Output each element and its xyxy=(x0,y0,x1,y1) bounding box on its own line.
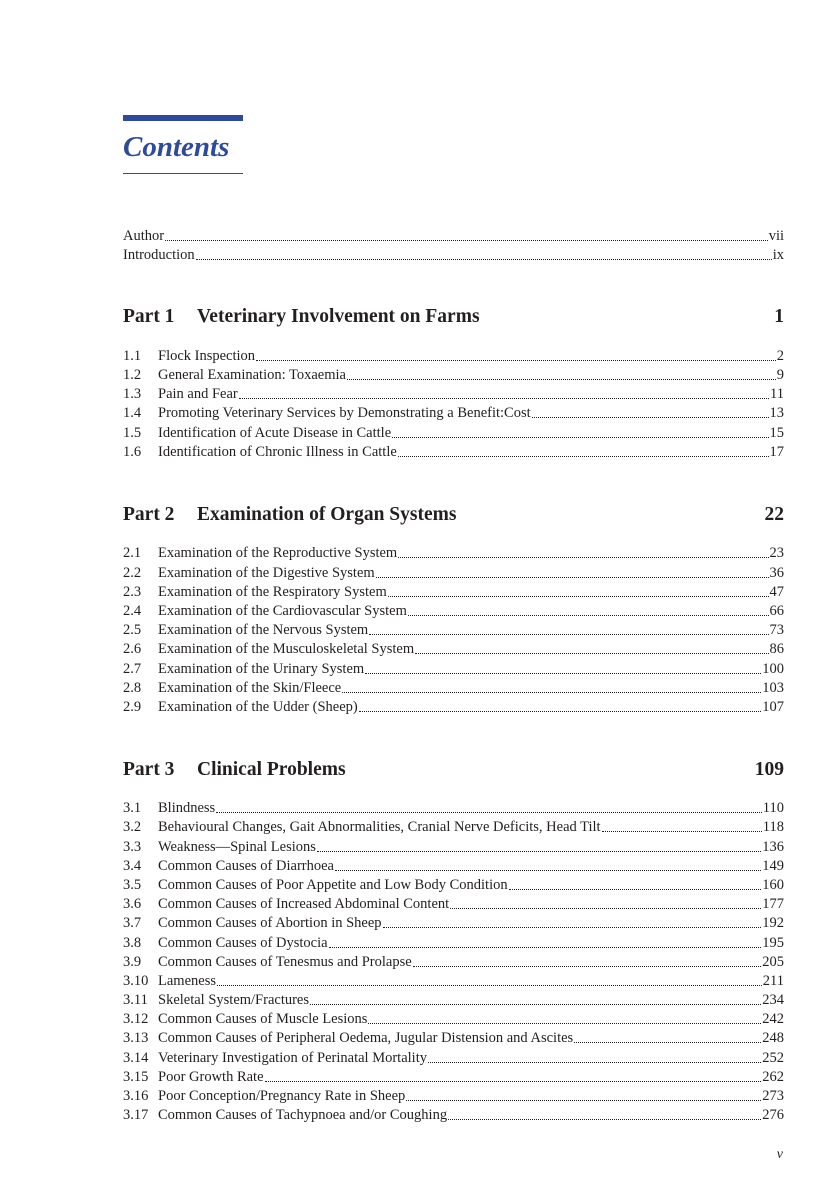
toc-entry-title: Weakness—Spinal Lesions xyxy=(158,839,316,855)
dot-leader xyxy=(383,926,762,928)
toc-entry[interactable] xyxy=(123,366,784,385)
toc-entry[interactable] xyxy=(123,1049,784,1068)
dot-leader xyxy=(408,614,769,616)
toc-entry-title: Common Causes of Diarrhoea xyxy=(158,858,334,874)
toc-entry[interactable] xyxy=(123,934,784,953)
toc-entry[interactable] xyxy=(123,857,784,876)
part-heading-1[interactable] xyxy=(123,305,784,329)
toc-entry-page: 248 xyxy=(762,1030,784,1046)
toc-entry-title: Examination of the Nervous System xyxy=(158,622,369,638)
toc-entry-number: 2.8 xyxy=(123,680,142,696)
dot-leader xyxy=(310,1003,761,1005)
toc-entry-title: Flock Inspection xyxy=(158,348,256,364)
toc-entry[interactable] xyxy=(123,698,784,717)
toc-entry-number: 3.10 xyxy=(123,973,149,989)
dot-leader xyxy=(415,652,768,654)
dot-leader xyxy=(369,633,768,635)
heading-rule-bottom xyxy=(123,173,243,174)
toc-entry-number: 1.6 xyxy=(123,444,142,460)
part-page: 109 xyxy=(754,759,784,780)
toc-entry-number: 3.5 xyxy=(123,877,142,893)
toc-entry-page: 195 xyxy=(762,935,784,951)
dot-leader xyxy=(450,907,761,909)
dot-leader xyxy=(256,359,776,361)
toc-entry-page: 136 xyxy=(762,839,784,855)
toc-entry[interactable] xyxy=(123,583,784,602)
toc-entry-title: Examination of the Respiratory System xyxy=(158,584,387,600)
part-page: 1 xyxy=(774,306,784,327)
toc-entry-title: Examination of the Udder (Sheep) xyxy=(158,699,358,715)
toc-entry[interactable] xyxy=(123,621,784,640)
toc-entry-number: 1.5 xyxy=(123,425,142,441)
dot-leader xyxy=(239,397,769,399)
toc-entry-page: 11 xyxy=(770,386,784,402)
toc-entry[interactable] xyxy=(123,876,784,895)
dot-leader xyxy=(413,965,762,967)
toc-entry-page: 66 xyxy=(769,603,784,619)
toc-entry-number: 1.1 xyxy=(123,348,142,364)
dot-leader xyxy=(216,811,762,813)
toc-entry-number: 2.2 xyxy=(123,565,142,581)
part-title: Examination of Organ Systems xyxy=(197,504,457,525)
toc-entry-page: 273 xyxy=(762,1088,784,1104)
toc-entry-page: 211 xyxy=(762,973,784,989)
toc-entry-title: Pain and Fear xyxy=(158,386,238,402)
part-page: 22 xyxy=(764,504,784,525)
toc-entry[interactable] xyxy=(123,1106,784,1125)
part-heading-2[interactable] xyxy=(123,503,784,527)
toc-entry[interactable] xyxy=(123,895,784,914)
toc-entry-title: Author xyxy=(123,228,165,244)
toc-entry-page: 23 xyxy=(769,545,784,561)
toc-entry-page: 118 xyxy=(762,819,784,835)
dot-leader xyxy=(347,378,776,380)
toc-entry-number: 3.9 xyxy=(123,954,142,970)
toc-entry-number: 1.2 xyxy=(123,367,142,383)
toc-entry-number: 3.6 xyxy=(123,896,142,912)
toc-entry[interactable] xyxy=(123,1068,784,1087)
toc-entry-number: 3.3 xyxy=(123,839,142,855)
toc-entry[interactable] xyxy=(123,972,784,991)
toc-entry-number: 2.4 xyxy=(123,603,142,619)
toc-entry-title: Common Causes of Abortion in Sheep xyxy=(158,915,382,931)
toc-entry-title: Examination of the Urinary System xyxy=(158,661,365,677)
toc-entry-title: Behavioural Changes, Gait Abnormalities, Cranial Nerve Deficits, Head Tilt xyxy=(158,819,601,835)
toc-entry-page: 17 xyxy=(769,444,784,460)
dot-leader xyxy=(398,455,769,457)
part-title: Veterinary Involvement on Farms xyxy=(197,306,480,327)
toc-entry-number: 3.11 xyxy=(123,992,148,1008)
toc-entry[interactable] xyxy=(123,1087,784,1106)
part-label: Part 2 xyxy=(123,504,175,525)
toc-entry-title: Examination of the Digestive System xyxy=(158,565,375,581)
toc-entry-number: 3.8 xyxy=(123,935,142,951)
toc-entry-number: 3.15 xyxy=(123,1069,149,1085)
toc-entry-title: Identification of Acute Disease in Cattle xyxy=(158,425,392,441)
toc-entry-page: 234 xyxy=(762,992,784,1008)
toc-entry[interactable] xyxy=(123,1010,784,1029)
toc-entry-title: Promoting Veterinary Services by Demonstrating a Benefit:Cost xyxy=(158,405,531,421)
toc-entry-page: 177 xyxy=(762,896,784,912)
dot-leader xyxy=(196,258,772,260)
dot-leader xyxy=(365,672,761,674)
toc-entry-number: 1.3 xyxy=(123,386,142,402)
toc-entry-page: 2 xyxy=(776,348,784,364)
toc-entry-title: Veterinary Investigation of Perinatal Mortality xyxy=(158,1050,427,1066)
toc-entry-page: 276 xyxy=(762,1107,784,1123)
toc-entry[interactable] xyxy=(123,818,784,837)
toc-entry-number: 3.13 xyxy=(123,1030,149,1046)
toc-entry-title: Common Causes of Increased Abdominal Content xyxy=(158,896,450,912)
toc-entry-number: 2.1 xyxy=(123,545,142,561)
dot-leader xyxy=(317,850,761,852)
dot-leader xyxy=(398,556,768,558)
toc-entry-title: Poor Growth Rate xyxy=(158,1069,264,1085)
toc-entry-page: 36 xyxy=(769,565,784,581)
toc-entry-title: Examination of the Cardiovascular System xyxy=(158,603,407,619)
dot-leader xyxy=(376,576,769,578)
toc-entry[interactable] xyxy=(123,991,784,1010)
dot-leader xyxy=(359,710,762,712)
toc-entry-title: Common Causes of Dystocia xyxy=(158,935,328,951)
toc-entry-introduction[interactable] xyxy=(123,246,784,265)
toc-entry-title: Common Causes of Muscle Lesions xyxy=(158,1011,368,1027)
dot-leader xyxy=(392,436,768,438)
toc-entry-page: 242 xyxy=(762,1011,784,1027)
dot-leader xyxy=(428,1061,761,1063)
toc-entry-page: 100 xyxy=(762,661,784,677)
page-number: v xyxy=(776,1147,783,1162)
toc-entry-author[interactable] xyxy=(123,227,784,246)
toc-entry-number: 3.16 xyxy=(123,1088,149,1104)
dot-leader xyxy=(532,416,769,418)
toc-entry-title: Common Causes of Tachypnoea and/or Coughing xyxy=(158,1107,448,1123)
toc-entry-number: 2.3 xyxy=(123,584,142,600)
toc-entry-number: 3.7 xyxy=(123,915,142,931)
toc-entry[interactable] xyxy=(123,602,784,621)
toc-entry-page: 149 xyxy=(762,858,784,874)
toc-entry[interactable] xyxy=(123,564,784,583)
toc-entry-page: 110 xyxy=(762,800,784,816)
dot-leader xyxy=(509,888,762,890)
toc-entry-number: 3.1 xyxy=(123,800,142,816)
toc-entry-title: Introduction xyxy=(123,247,195,263)
toc-entry[interactable] xyxy=(123,544,784,563)
dot-leader xyxy=(165,239,768,241)
dot-leader xyxy=(448,1118,761,1120)
dot-leader xyxy=(602,830,762,832)
heading-rule-top xyxy=(123,115,243,121)
toc-entry-title: Examination of the Reproductive System xyxy=(158,545,398,561)
toc-entry-title: Examination of the Musculoskeletal System xyxy=(158,641,415,657)
toc-entry-number: 2.9 xyxy=(123,699,142,715)
page-title: Contents xyxy=(123,131,230,163)
dot-leader xyxy=(342,691,761,693)
toc-entry-page: 252 xyxy=(762,1050,784,1066)
toc-entry[interactable] xyxy=(123,424,784,443)
toc-entry-title: Common Causes of Peripheral Oedema, Jugular Distension and Ascites xyxy=(158,1030,574,1046)
toc-entry-number: 3.14 xyxy=(123,1050,149,1066)
part-label: Part 3 xyxy=(123,759,175,780)
toc-entry[interactable] xyxy=(123,679,784,698)
toc-entry-page: vii xyxy=(768,228,784,244)
dot-leader xyxy=(329,946,762,948)
toc-entry-number: 3.2 xyxy=(123,819,142,835)
toc-entry[interactable] xyxy=(123,914,784,933)
toc-entry[interactable] xyxy=(123,640,784,659)
toc-entry[interactable] xyxy=(123,1029,784,1048)
toc-entry[interactable] xyxy=(123,404,784,423)
dot-leader xyxy=(265,1080,762,1082)
toc-entry-number: 3.12 xyxy=(123,1011,149,1027)
dot-leader xyxy=(335,869,761,871)
toc-entry-title: Skeletal System/Fractures xyxy=(158,992,310,1008)
toc-entry-title: Examination of the Skin/Fleece xyxy=(158,680,342,696)
part-label: Part 1 xyxy=(123,306,175,327)
toc-entry[interactable] xyxy=(123,385,784,404)
toc-entry-page: 13 xyxy=(769,405,784,421)
dot-leader xyxy=(368,1022,761,1024)
toc-entry-number: 1.4 xyxy=(123,405,142,421)
toc-entry-page: 73 xyxy=(769,622,784,638)
toc-entry-title: Poor Conception/Pregnancy Rate in Sheep xyxy=(158,1088,406,1104)
part-heading-3[interactable] xyxy=(123,758,784,782)
toc-entry-title: Lameness xyxy=(158,973,216,989)
toc-entry-number: 3.17 xyxy=(123,1107,149,1123)
dot-leader xyxy=(574,1041,761,1043)
toc-entry[interactable] xyxy=(123,660,784,679)
dot-leader xyxy=(406,1099,761,1101)
toc-entry-title: Identification of Chronic Illness in Cattle xyxy=(158,444,397,460)
toc-entry-number: 3.4 xyxy=(123,858,142,874)
toc-entry-title: General Examination: Toxaemia xyxy=(158,367,346,383)
toc-entry[interactable] xyxy=(123,953,784,972)
toc-entry-page: 15 xyxy=(769,425,784,441)
toc-entry-page: 205 xyxy=(762,954,784,970)
toc-entry-title: Common Causes of Poor Appetite and Low Body Condition xyxy=(158,877,508,893)
toc-entry-page: 192 xyxy=(762,915,784,931)
toc-entry-page: 103 xyxy=(762,680,784,696)
toc-entry[interactable] xyxy=(123,443,784,462)
toc-entry-page: 160 xyxy=(762,877,784,893)
dot-leader xyxy=(217,984,762,986)
toc-entry[interactable] xyxy=(123,799,784,818)
toc-entry-number: 2.7 xyxy=(123,661,142,677)
toc-entry-number: 2.6 xyxy=(123,641,142,657)
dot-leader xyxy=(388,595,769,597)
toc-entry-page: 262 xyxy=(762,1069,784,1085)
toc-entry-page: ix xyxy=(772,247,784,263)
toc-entry-title: Common Causes of Tenesmus and Prolapse xyxy=(158,954,412,970)
toc-entry-page: 9 xyxy=(776,367,784,383)
toc-entry-title: Blindness xyxy=(158,800,216,816)
toc-entry-page: 86 xyxy=(769,641,784,657)
toc-entry[interactable] xyxy=(123,838,784,857)
contents-page xyxy=(123,0,784,1200)
toc-entry[interactable] xyxy=(123,347,784,366)
toc-entry-number: 2.5 xyxy=(123,622,142,638)
toc-entry-page: 47 xyxy=(769,584,784,600)
toc-entry-page: 107 xyxy=(762,699,784,715)
part-title: Clinical Problems xyxy=(197,759,346,780)
contents-heading xyxy=(123,115,243,174)
